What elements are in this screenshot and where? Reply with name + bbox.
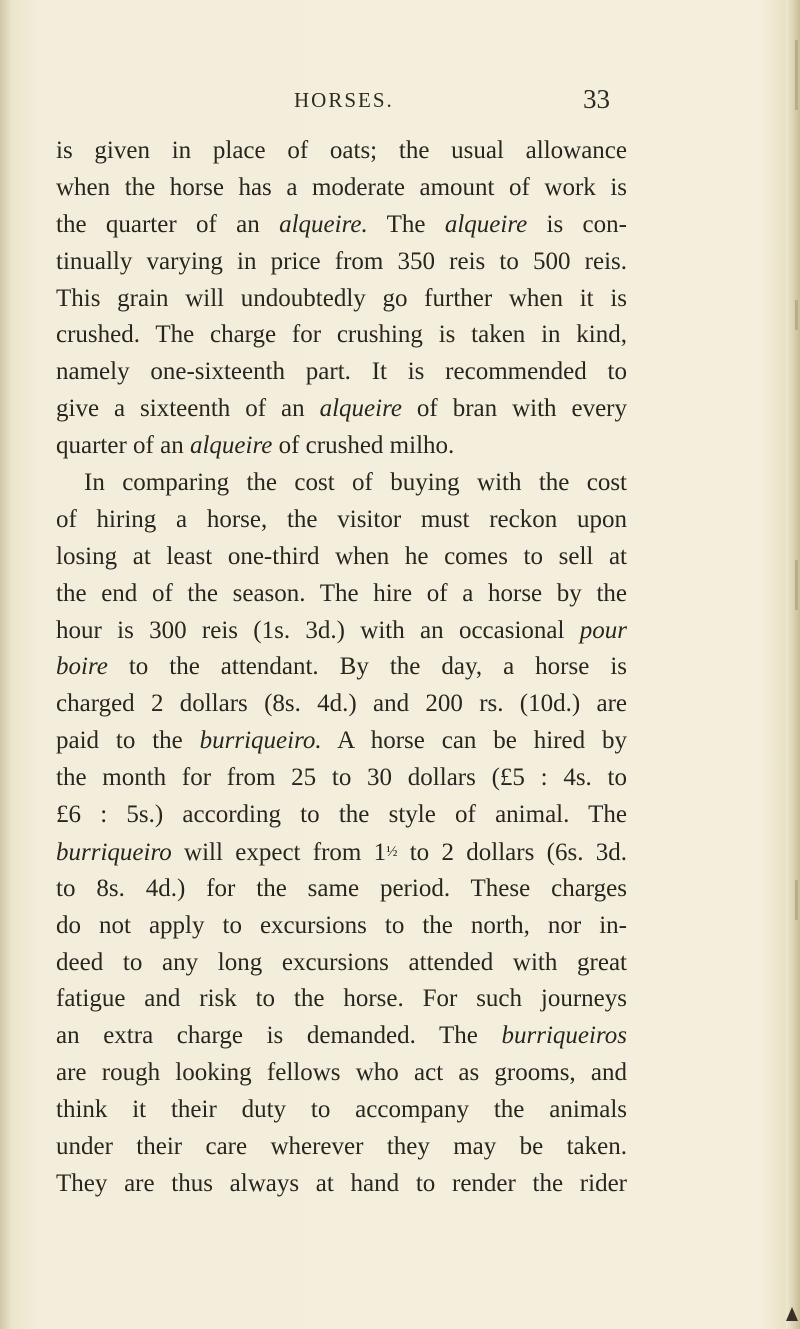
running-head: HORSES. xyxy=(294,88,394,112)
text-line xyxy=(56,981,627,1018)
page-number: 33 xyxy=(583,84,610,114)
text-run: losing at least one-third when he comes to sell at xyxy=(56,542,627,570)
text-run: of hiring a horse, the visitor must reckon upon xyxy=(56,505,627,533)
text-run: an extra charge is demanded. The xyxy=(56,1022,502,1050)
text-line xyxy=(56,834,627,871)
text-run: to the attendant. By the day, a horse is xyxy=(107,653,627,681)
text-line xyxy=(56,244,627,281)
text-line xyxy=(56,1055,627,1092)
italic-term: alqueire xyxy=(189,432,273,460)
italic-term: boire xyxy=(56,653,108,681)
text-run: The xyxy=(367,210,445,238)
text-line xyxy=(56,170,627,207)
text-line xyxy=(56,539,627,576)
text-line xyxy=(56,354,627,391)
italic-term: alqueire xyxy=(319,395,402,423)
text-line xyxy=(56,133,627,170)
text-line xyxy=(56,465,627,502)
text-line xyxy=(56,908,627,945)
edge-stain xyxy=(795,560,798,610)
text-run: give a sixteenth of an xyxy=(56,395,320,423)
text-run: to 2 dollars (6s. 3d. xyxy=(397,838,627,866)
text-run: crushed. The charge for crushing is taken in kind, xyxy=(56,321,627,349)
text-run: is given in place of oats; the usual allowance xyxy=(56,137,627,164)
text-line xyxy=(56,945,627,982)
text-run: deed to any long excursions attended with great xyxy=(56,948,627,976)
text-run: the month for from 25 to 30 dollars (£5 : 4s. to xyxy=(56,764,627,792)
text-run: of bran with every xyxy=(401,395,627,423)
text-line xyxy=(56,207,627,244)
text-run: In comparing the cost of buying with the cost xyxy=(84,469,627,497)
edge-stain xyxy=(795,300,798,330)
text-line xyxy=(56,1166,627,1203)
fraction: ½ xyxy=(386,843,398,860)
text-run: the end of the season. The hire of a horse by the xyxy=(56,579,627,607)
text-run: is con- xyxy=(527,210,627,238)
text-line xyxy=(56,686,627,723)
text-run: quarter of an xyxy=(56,432,190,460)
text-line xyxy=(56,1129,627,1166)
text-line xyxy=(56,428,627,465)
italic-term: burriqueiros xyxy=(501,1022,627,1050)
text-run: paid to the xyxy=(56,727,200,755)
text-line xyxy=(56,649,627,686)
text-run: tinually varying in price from 350 reis to 500 reis. xyxy=(56,247,627,275)
italic-term: alqueire xyxy=(444,210,528,238)
text-line xyxy=(56,1018,627,1055)
text-run: of crushed milho. xyxy=(272,432,455,460)
text-run: A horse can be hired by xyxy=(321,727,627,755)
text-line xyxy=(56,1092,627,1129)
text-line xyxy=(56,723,627,760)
text-run: when the horse has a moderate amount of work is xyxy=(56,173,627,201)
page-fore-edge xyxy=(786,0,800,1329)
text-run: £6 : 5s.) according to the style of animal. The xyxy=(56,801,627,829)
text-run: This grain will undoubtedly go further when it is xyxy=(56,284,627,312)
page-gutter-shadow xyxy=(0,0,12,1329)
text-line xyxy=(56,281,627,318)
text-line xyxy=(56,576,627,613)
text-line xyxy=(56,760,627,797)
italic-term: burriqueiro xyxy=(56,838,172,866)
body-text xyxy=(56,133,627,1203)
italic-term: burriqueiro. xyxy=(199,727,322,755)
text-run: will expect from 1 xyxy=(171,838,387,866)
text-line xyxy=(56,613,627,650)
text-run: think it their duty to accompany the animals xyxy=(56,1096,627,1124)
text-line xyxy=(56,391,627,428)
text-run: charged 2 dollars (8s. 4d.) and 200 rs. (10d.) are xyxy=(56,690,627,718)
text-line xyxy=(56,317,627,354)
italic-term: pour xyxy=(579,616,627,644)
text-run: are rough looking fellows who act as grooms, and xyxy=(56,1059,627,1087)
text-run: under their care wherever they may be taken. xyxy=(56,1133,627,1161)
text-run: They are thus always at hand to render the rider xyxy=(56,1169,627,1197)
page-corner-mark xyxy=(786,1307,798,1321)
text-run: fatigue and risk to the horse. For such journeys xyxy=(56,985,627,1013)
text-run: hour is 300 reis (1s. 3d.) with an occasional xyxy=(56,616,580,644)
text-run: namely one-sixteenth part. It is recommended to xyxy=(56,358,627,386)
edge-stain xyxy=(795,880,798,920)
page-header xyxy=(0,82,800,122)
italic-term: alqueire. xyxy=(279,210,368,238)
text-run: do not apply to excursions to the north, nor in- xyxy=(56,911,627,939)
text-run: to 8s. 4d.) for the same period. These charges xyxy=(56,874,627,902)
text-line xyxy=(56,502,627,539)
text-line xyxy=(56,797,627,834)
text-line xyxy=(56,871,627,908)
text-run: the quarter of an xyxy=(56,210,280,238)
